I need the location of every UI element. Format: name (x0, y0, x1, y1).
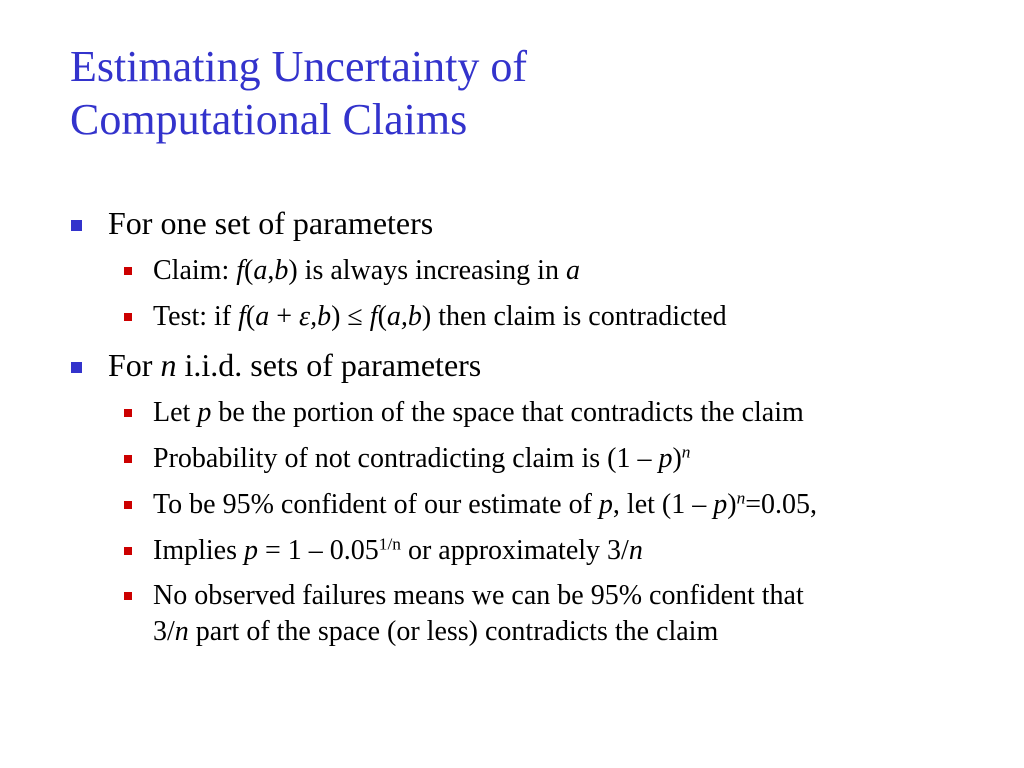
math-p: p (658, 443, 673, 474)
square-bullet-icon (124, 592, 132, 600)
sub-bullet-no-observed-failures (153, 580, 804, 612)
sub-bullet-probability (153, 443, 690, 475)
math-p: p (244, 535, 258, 566)
sub-bullet-let-p (153, 397, 804, 429)
math-b: b (274, 255, 289, 286)
math-p: p (598, 489, 613, 520)
math-n: n (174, 616, 189, 647)
text: Let (153, 397, 198, 428)
text: = 1 – 0.05 (258, 535, 379, 566)
square-bullet-icon (124, 267, 132, 275)
math-n: n (160, 347, 177, 383)
text: ( (245, 301, 256, 332)
square-bullet-icon (71, 220, 82, 231)
math-b: b (317, 301, 332, 332)
math-f: f (238, 301, 246, 332)
text: Test: if (153, 301, 239, 332)
text: To be 95% confident of our estimate of (153, 489, 599, 520)
sub-bullet-test (153, 301, 727, 333)
slide-title-line-2: Computational Claims (70, 95, 468, 144)
text: ) (727, 489, 737, 520)
math-f: f (369, 301, 378, 332)
text: =0.05, (745, 489, 818, 520)
text: ) (672, 443, 682, 474)
math-n: n (628, 535, 643, 566)
text: Claim: (153, 255, 237, 286)
square-bullet-icon (124, 547, 132, 555)
text: , (267, 255, 275, 286)
math-exponent-n: n (681, 442, 691, 462)
math-f: f (236, 255, 245, 286)
bullet-one-set-of-parameters (108, 205, 433, 241)
text: For (108, 347, 161, 383)
math-epsilon: ε, (299, 301, 318, 332)
math-p: p (713, 489, 728, 520)
math-exponent-1-over-n: 1/n (378, 534, 401, 554)
text: No observed failures means we can be 95% confident that (153, 580, 804, 611)
text: ) ≤ (331, 301, 370, 332)
text: part of the space (or less) contradicts the claim (188, 616, 719, 647)
square-bullet-icon (124, 313, 132, 321)
text: or approximately 3/ (400, 535, 629, 566)
bullet-text: For one set of parameters (108, 205, 434, 241)
bullet-n-iid-sets (108, 347, 481, 383)
math-exponent-n: n (736, 488, 746, 508)
math-p: p (197, 397, 212, 428)
sub-bullet-implies (153, 535, 643, 567)
square-bullet-icon (71, 362, 82, 373)
sub-bullet-claim (153, 255, 580, 287)
text: be the portion of the space that contradicts the claim (211, 397, 804, 428)
text: Implies (153, 535, 244, 566)
text: ( (244, 255, 254, 286)
math-a: a (565, 255, 580, 286)
text: i.i.d. sets of parameters (176, 347, 482, 383)
math-a: a (253, 255, 268, 286)
math-a: a (255, 301, 270, 332)
square-bullet-icon (124, 455, 132, 463)
text: 3/ (153, 616, 175, 647)
text: , let (1 – (612, 489, 714, 520)
text: Probability of not contradicting claim is (1 – (153, 443, 659, 474)
text: + (269, 301, 300, 332)
square-bullet-icon (124, 409, 132, 417)
slide-title-line-1: Estimating Uncertainty of (70, 42, 527, 91)
text: ) then claim is contradicted (421, 301, 727, 332)
text: ) is always increasing in (288, 255, 566, 286)
sub-bullet-no-observed-failures-continued (153, 616, 718, 648)
text: ( (377, 301, 387, 332)
square-bullet-icon (124, 501, 132, 509)
math-ab: a,b (386, 301, 422, 332)
sub-bullet-95-confident (153, 489, 817, 521)
